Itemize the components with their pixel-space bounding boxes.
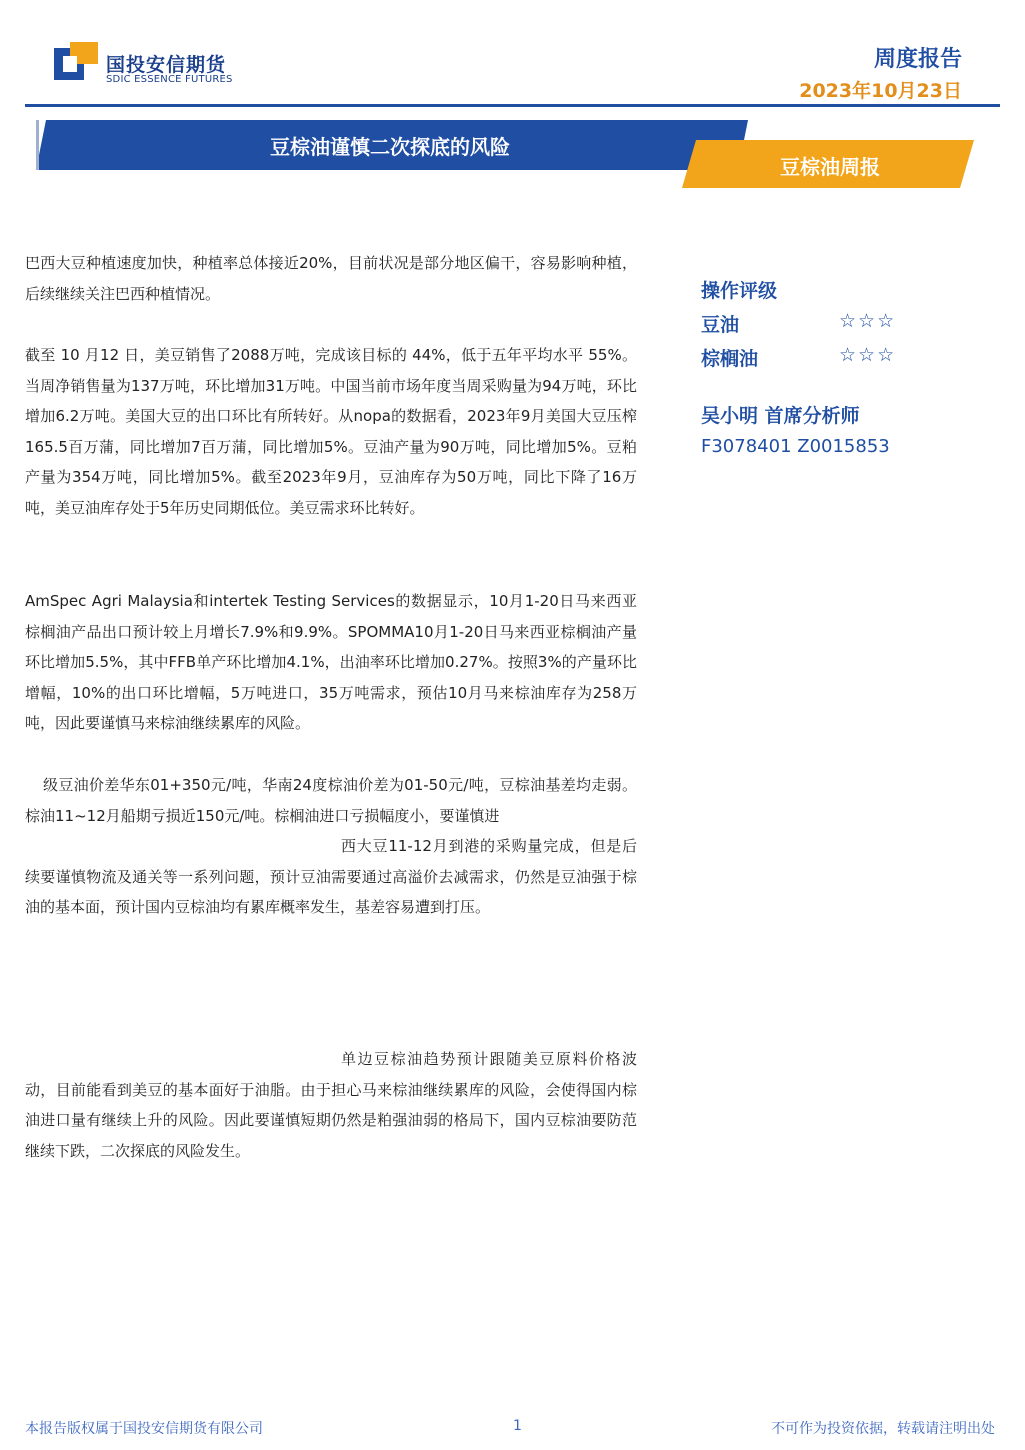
- footer-copyright: 本报告版权属于国投安信期货有限公司: [25, 1421, 263, 1437]
- company-logo-icon: [54, 42, 98, 82]
- page-number: 1: [513, 1418, 522, 1434]
- paragraph-basis: [25, 770, 637, 923]
- report-date: 2023年10月23日: [799, 80, 962, 102]
- paragraph-brazil-planting: 巴西大豆种植速度加快，种植率总体接近20%，目前状况是部分地区偏干，容易影响种植，后续继续关注巴西种植情况。: [25, 254, 637, 303]
- paragraph-outlook: 单边豆棕油趋势预计跟随美豆原料价格波动，目前能看到美豆的基本面好于油脂。由于担心马来棕油继续累库的风险，会使得国内棕油进口量有继续上升的风险。因此要谨慎短期仍然是粕强油弱的格局下，国内豆棕油要防范继续下跌，二次探底的风险发生。: [25, 1050, 637, 1160]
- rating-name: 棕榈油: [701, 348, 759, 370]
- rating-row-soybean-oil: [701, 310, 921, 337]
- report-title: 豆棕油谨慎二次探底的风险: [270, 135, 510, 159]
- report-type: 周度报告: [873, 47, 962, 72]
- report-subtitle: 豆棕油周报: [780, 155, 880, 179]
- basis-text-part2: 西大豆11-12月到港的采购量完成，但是后续要谨慎物流及通关等一系列问题，预计豆油需要通过高溢价去减需求，仍然是豆油强于棕油的基本面，预计国内豆棕油均有累库概率发生，基差容易遭到打压。: [25, 837, 637, 916]
- star-rating-icon: ☆☆☆: [839, 310, 897, 332]
- analyst-cert-numbers: F3078401 Z0015853: [701, 436, 890, 457]
- rating-title: 操作评级: [701, 280, 778, 302]
- basis-text-part1: 级豆油价差华东01+350元/吨，华南24度棕油价差为01-50元/吨，豆棕油基差均走弱。棕油11~12月船期亏损近150元/吨。棕榈油进口亏损幅度小，要谨慎进: [25, 776, 637, 825]
- header-divider: [25, 104, 1000, 107]
- footer-disclaimer: 不可作为投资依据，转载请注明出处: [771, 1421, 995, 1437]
- rating-name: 豆油: [701, 314, 740, 336]
- logo-company-name: 国投安信期货: [106, 54, 227, 76]
- logo-company-name-en: SDIC ESSENCE FUTURES: [106, 74, 233, 85]
- rating-row-palm-oil: [701, 344, 921, 371]
- paragraph-us-soybean: 截至 10 月12 日，美豆销售了2088万吨，完成该目标的 44%，低于五年平均水平 55%。当周净销售量为137万吨，环比增加31万吨。中国当前市场年度当周采购量为94万吨，环比增加6.2万吨。美国大豆的出口环比有所转好。从nopa的数据看，2023年9月美国大豆压榨165.5百万蒲，同比增加7百万蒲，同比增加5%。豆油产量为90万吨，同比增加5%。豆粕产量为354万吨，同比增加5%。截至2023年9月，豆油库存为50万吨，同比下降了16万吨，美豆油库存处于5年历史同期低位。美豆需求环比转好。: [25, 346, 637, 517]
- star-rating-icon: ☆☆☆: [839, 344, 897, 366]
- paragraph-malaysia-palm: AmSpec Agri Malaysia和intertek Testing Services的数据显示，10月1-20日马来西亚棕榈油产品出口预计较上月增长7.9%和9.9%。SPOMMA10月1-20日马来西亚棕榈油产量环比增加5.5%，其中FFB单产环比增加4.1%，出油率环比增加0.27%。按照3%的产量环比增幅，10%的出口环比增幅，5万吨进口，35万吨需求，预估10月马来棕油库存为258万吨，因此要谨慎马来棕油继续累库的风险。: [25, 592, 637, 732]
- analyst-name: 吴小明 首席分析师: [701, 405, 860, 427]
